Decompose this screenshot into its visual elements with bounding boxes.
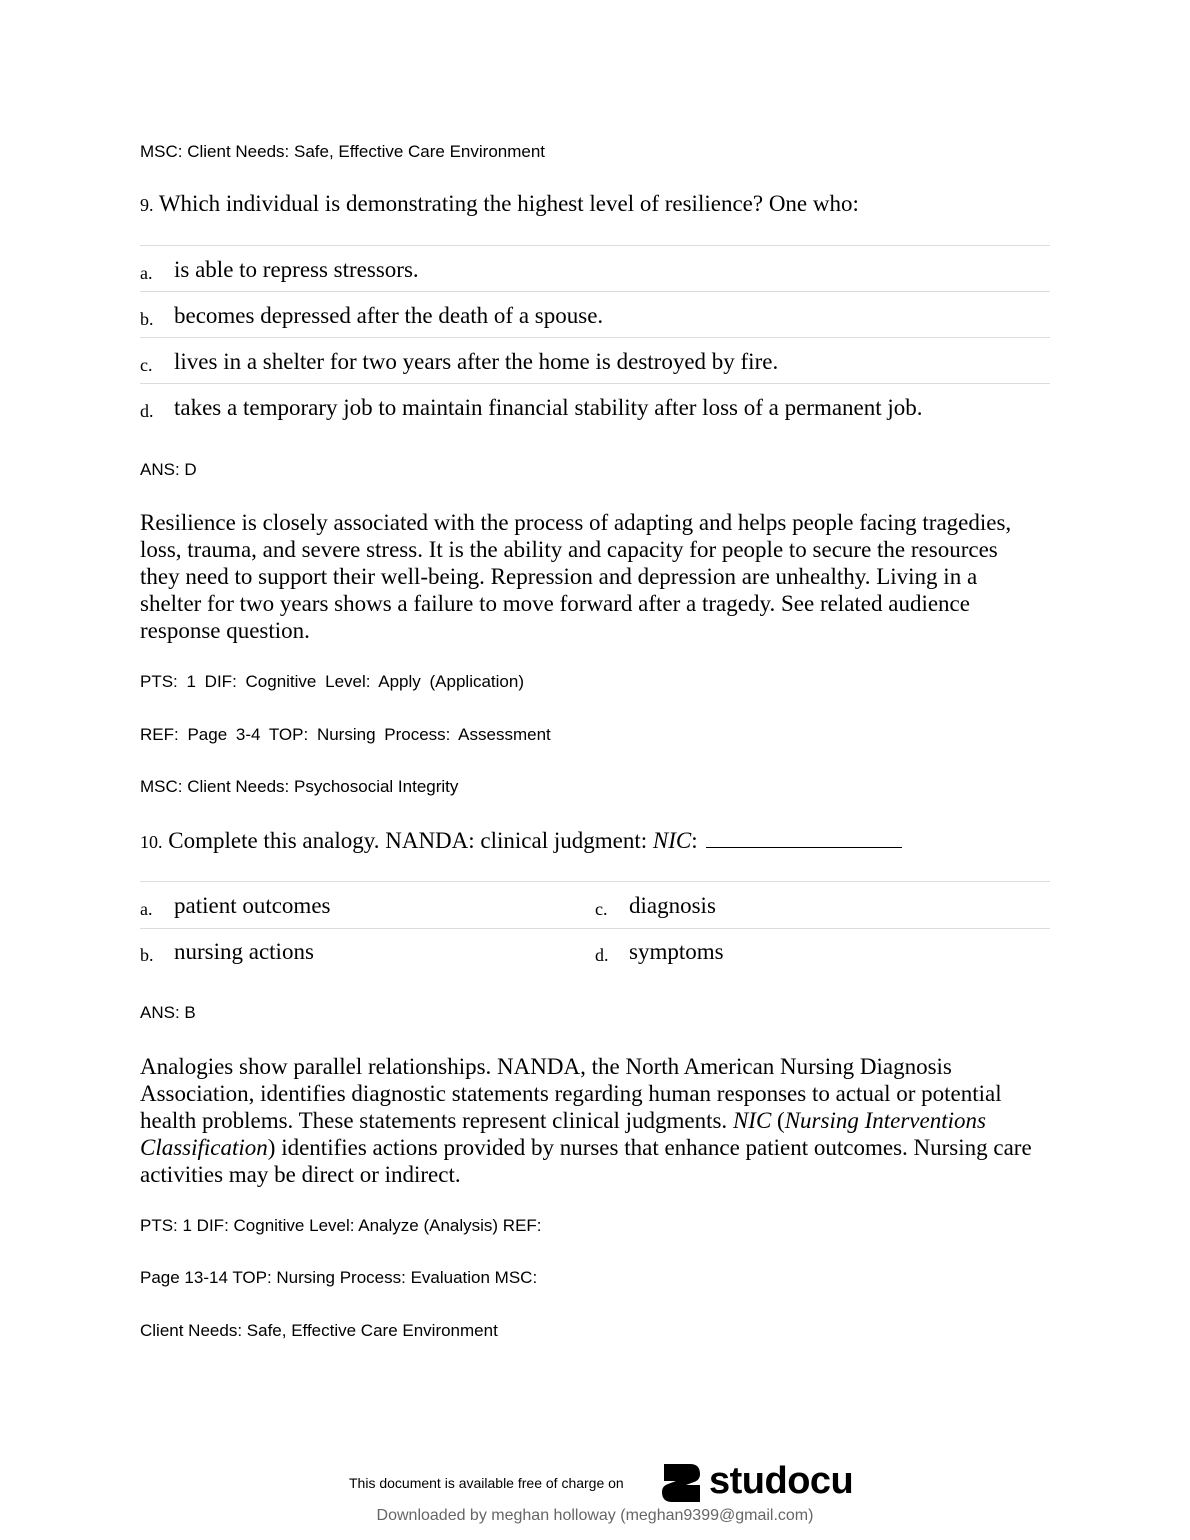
answer-blank (706, 827, 902, 848)
msc-line-top: MSC: Client Needs: Safe, Effective Care Environment (140, 142, 546, 161)
rationale-text: ( (771, 1108, 785, 1133)
question-number: 10. (140, 832, 163, 852)
rationale-line: Association, identifies diagnostic statements regarding human responses to actual or potential (140, 1081, 1002, 1106)
answer-10: ANS: B (140, 1003, 196, 1022)
ref-line-9: REF: Page 3-4 TOP: Nursing Process: Assessment (140, 725, 551, 744)
option-text: diagnosis (629, 893, 716, 918)
option-text: patient outcomes (174, 893, 331, 918)
option-letter: c. (140, 355, 153, 375)
divider (140, 881, 1050, 882)
rationale-10 (140, 1053, 1050, 1188)
option-letter: a. (140, 899, 153, 919)
option-letter: c. (595, 899, 608, 919)
question-10 (140, 827, 902, 854)
divider (140, 383, 1050, 384)
option-text: becomes depressed after the death of a spouse. (174, 303, 604, 328)
option-text: is able to repress stressors. (174, 257, 419, 282)
option-letter: b. (140, 309, 154, 329)
rationale-text: ) identifies actions provided by nurses that enhance patient outcomes. Nursing care (267, 1135, 1032, 1160)
rationale-line: loss, trauma, and severe stress. It is the ability and capacity for people to secure the resources (140, 537, 998, 562)
question-number: 9. (140, 195, 154, 215)
rationale-line: they need to support their well-being. Repression and depression are unhealthy. Living in a (140, 564, 978, 589)
question-text: Complete this analogy. NANDA: clinical judgment: (168, 828, 653, 853)
divider (140, 928, 1050, 929)
studocu-wordmark: studocu (709, 1460, 854, 1502)
option-letter: b. (140, 945, 154, 965)
rationale-text: health problems. These statements represent clinical judgments. (140, 1108, 733, 1133)
rationale-line: response question. (140, 618, 310, 643)
studocu-mark-icon (656, 1458, 706, 1508)
rationale-line: Resilience is closely associated with the process of adapting and helps people facing tragedies, (140, 510, 1012, 535)
question-9 (140, 191, 859, 217)
rationale-italic: NIC (732, 1108, 772, 1133)
rationale-italic: Classification (140, 1135, 268, 1160)
question-text-colon: : (691, 828, 698, 853)
page-line-10: Page 13-14 TOP: Nursing Process: Evaluation MSC: (140, 1268, 538, 1287)
rationale-line: Analogies show parallel relationships. NANDA, the North American Nursing Diagnosis (140, 1054, 952, 1079)
rationale-line: shelter for two years shows a failure to move forward after a tragedy. See related audience (140, 591, 970, 616)
divider (140, 245, 1050, 246)
pts-line-9: PTS: 1 DIF: Cognitive Level: Apply (Application) (140, 672, 524, 691)
option-letter: d. (140, 401, 154, 421)
divider (140, 337, 1050, 338)
answer-9: ANS: D (140, 460, 197, 479)
rationale-line (140, 1134, 1050, 1161)
rationale-line (140, 1107, 1050, 1134)
question-text: Which individual is demonstrating the highest level of resilience? One who: (158, 191, 859, 216)
studocu-logo[interactable] (656, 1458, 854, 1508)
option-text: nursing actions (174, 939, 314, 964)
rationale-9 (140, 509, 1050, 644)
question-text-italic: NIC (652, 828, 692, 853)
option-letter: a. (140, 263, 153, 283)
availability-note: This document is available free of charge on (349, 1475, 624, 1491)
option-text: takes a temporary job to maintain financial stability after loss of a permanent job. (174, 395, 923, 420)
divider (140, 291, 1050, 292)
option-text: symptoms (629, 939, 724, 964)
pts-line-10: PTS: 1 DIF: Cognitive Level: Analyze (Analysis) REF: (140, 1216, 542, 1235)
rationale-italic: Nursing Interventions (784, 1108, 986, 1133)
option-letter: d. (595, 945, 609, 965)
msc-line-10: Client Needs: Safe, Effective Care Environment (140, 1321, 498, 1340)
downloaded-by: Downloaded by meghan holloway (meghan9399@gmail.com) (376, 1507, 814, 1524)
rationale-line: activities may be direct or indirect. (140, 1162, 461, 1187)
msc-line-9: MSC: Client Needs: Psychosocial Integrity (140, 777, 459, 796)
option-text: lives in a shelter for two years after the home is destroyed by fire. (174, 349, 779, 374)
